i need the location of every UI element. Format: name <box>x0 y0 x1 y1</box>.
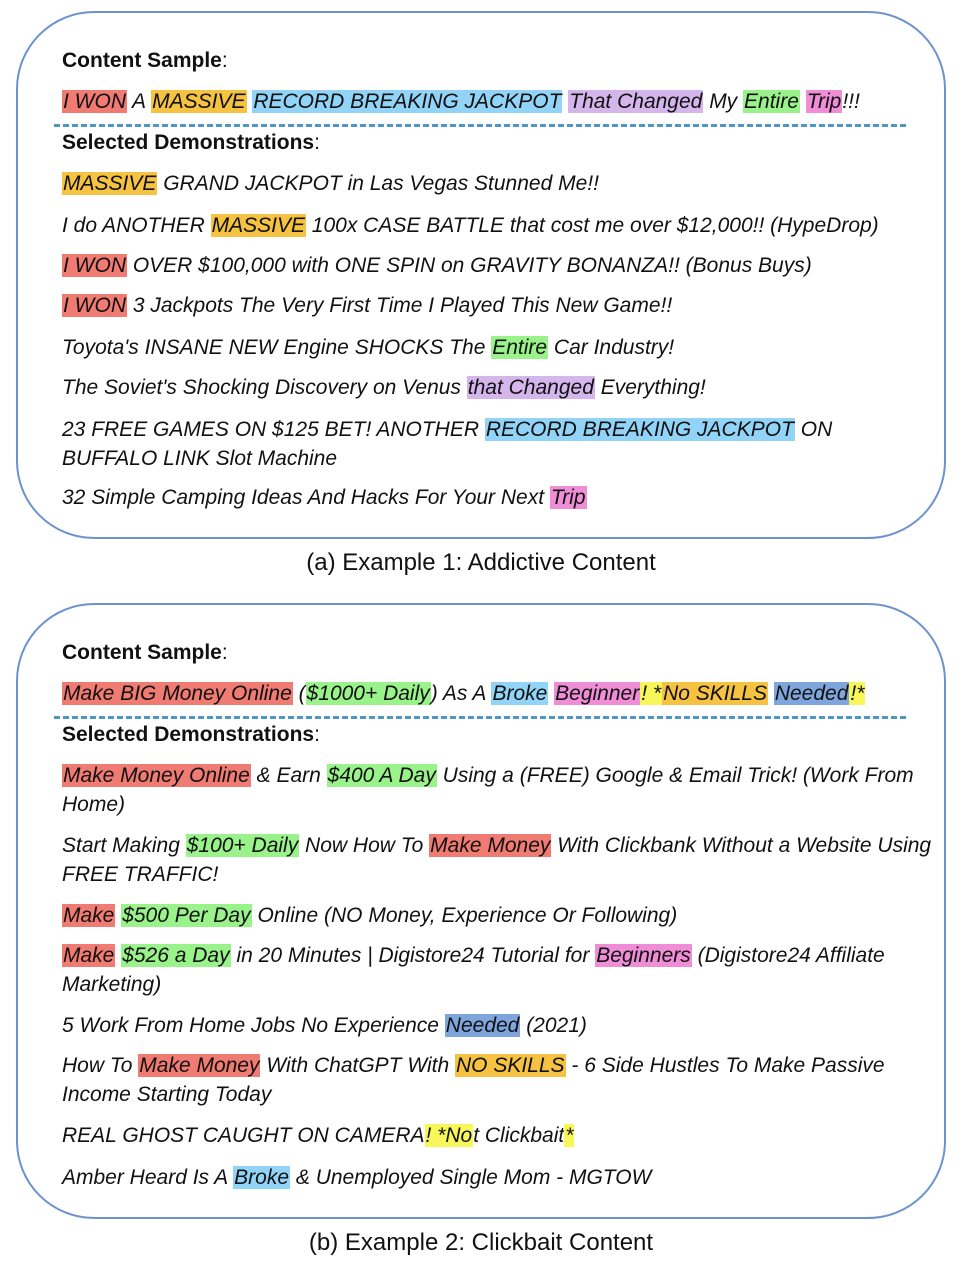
highlight-green: $500 Per Day <box>122 904 251 927</box>
text-segment: A <box>127 90 152 113</box>
highlight-yellow: ! *No <box>425 1124 473 1147</box>
highlight-yellow: !* <box>850 682 865 705</box>
text-segment: Using a (FREE) Google & Email Trick! (Work From Home) <box>62 764 914 816</box>
highlight-blue: Broke <box>234 1166 290 1189</box>
highlight-green: Entire <box>744 90 799 113</box>
example-1-demo-4 <box>62 291 932 320</box>
text-segment: t Clickbait <box>473 1124 565 1147</box>
example-2-sample-text <box>62 679 932 708</box>
highlight-green: $100+ Daily <box>186 834 299 857</box>
text-segment: Start Making <box>62 834 186 857</box>
highlight-pink: Beginner <box>555 682 640 705</box>
text-segment: With Clickbank Without a Website Using FREE TRAFFIC! <box>62 834 932 886</box>
text-segment <box>768 682 774 705</box>
example-2-caption: (b) Example 2: Clickbait Content <box>308 1229 654 1256</box>
highlight-orange: NO SKILLS <box>455 1054 565 1077</box>
highlight-pink: Beginners <box>596 944 691 967</box>
example-1-caption: (a) Example 1: Addictive Content <box>306 549 656 576</box>
highlight-red: Make BIG Money Online <box>63 682 292 705</box>
highlight-red: Make Money Online <box>63 764 250 787</box>
highlight-blue: RECORD BREAKING JACKPOT <box>485 418 794 441</box>
example-1-demo-5 <box>62 333 932 362</box>
text-segment: REAL GHOST CAUGHT ON CAMERA <box>62 1124 425 1147</box>
highlight-orange: No SKILLS <box>663 682 767 705</box>
text-segment: (Digistore24 Affiliate Marketing) <box>62 944 885 996</box>
highlight-yellow: * <box>565 1124 574 1147</box>
highlight-blue: RECORD BREAKING JACKPOT <box>253 90 562 113</box>
highlight-red: I WON <box>63 90 126 113</box>
highlight-pink: Trip <box>550 486 586 509</box>
example-1-demo-6 <box>62 373 932 402</box>
text-segment: - 6 Side Hustles To Make Passive Income Starting Today <box>62 1054 885 1106</box>
example-2-sample-heading: Content Sample: <box>62 641 228 664</box>
text-segment: Amber Heard Is A <box>62 1166 234 1189</box>
text-segment: ) As A <box>430 682 492 705</box>
highlight-green: $526 a Day <box>122 944 230 967</box>
text-segment: & Unemployed Single Mom - MGTOW <box>290 1166 652 1189</box>
text-segment: GRAND JACKPOT in Las Vegas Stunned Me!! <box>157 172 599 195</box>
text-segment: & Earn <box>250 764 327 787</box>
text-segment: in 20 Minutes | Digistore24 Tutorial for <box>230 944 596 967</box>
highlight-red: Make Money <box>430 834 551 857</box>
text-segment: ( <box>292 682 306 705</box>
example-1-demo-7 <box>62 415 932 473</box>
highlight-red: I WON <box>63 254 126 277</box>
highlight-orange: MASSIVE <box>63 172 157 195</box>
highlight-pink: Trip <box>806 90 842 113</box>
highlight-darkblue: Needed <box>774 682 849 705</box>
highlight-green: $1000+ Daily <box>306 682 430 705</box>
text-segment: Online (NO Money, Experience Or Following) <box>251 904 678 927</box>
example-2-demo-2 <box>62 831 932 889</box>
example-1-divider <box>54 124 906 127</box>
example-2-demo-5 <box>62 1011 932 1040</box>
text-segment: OVER $100,000 with ONE SPIN on GRAVITY BONANZA!! (Bonus Buys) <box>127 254 812 277</box>
text-segment: !!! <box>842 90 860 113</box>
text-segment: (2021) <box>520 1014 587 1037</box>
highlight-red: Make Money <box>139 1054 260 1077</box>
text-segment: Toyota's INSANE NEW Engine SHOCKS The <box>62 336 492 359</box>
text-segment: 23 FREE GAMES ON $125 BET! ANOTHER <box>62 418 485 441</box>
text-segment: With ChatGPT With <box>260 1054 455 1077</box>
text-segment: 3 Jackpots The Very First Time I Played This New Game!! <box>127 294 673 317</box>
example-1-demos-heading: Selected Demonstrations: <box>62 131 320 154</box>
text-segment: 5 Work From Home Jobs No Experience <box>62 1014 445 1037</box>
highlight-purple: that Changed <box>467 376 594 399</box>
highlight-red: Make <box>63 904 115 927</box>
example-2-demo-7 <box>62 1121 932 1150</box>
highlight-red: I WON <box>63 294 126 317</box>
highlight-green: $400 A Day <box>327 764 436 787</box>
text-segment: 32 Simple Camping Ideas And Hacks For Your Next <box>62 486 550 509</box>
highlight-yellow: ! * <box>641 682 662 705</box>
text-segment: Everything! <box>594 376 706 399</box>
example-2-demo-8 <box>62 1163 932 1192</box>
text-segment: Car Industry! <box>548 336 675 359</box>
example-1-demo-8 <box>62 483 932 512</box>
example-1-demo-1 <box>62 169 932 198</box>
text-segment: ON BUFFALO LINK Slot Machine <box>62 418 833 470</box>
example-1-sample-heading: Content Sample: <box>62 49 228 72</box>
text-segment: Now How To <box>299 834 430 857</box>
example-1-demo-3 <box>62 251 932 280</box>
example-2-demo-6 <box>62 1051 932 1109</box>
text-segment: 100x CASE BATTLE that cost me over $12,000!! (HypeDrop) <box>305 214 879 237</box>
text-segment: My <box>703 90 744 113</box>
highlight-orange: MASSIVE <box>152 90 246 113</box>
example-2-demo-1 <box>62 761 932 819</box>
text-segment: I do ANOTHER <box>62 214 211 237</box>
text-segment <box>800 90 806 113</box>
highlight-blue: Broke <box>492 682 548 705</box>
highlight-green: Entire <box>492 336 548 359</box>
highlight-purple: That Changed <box>569 90 703 113</box>
example-1-demo-2 <box>62 211 932 240</box>
example-2-demo-3 <box>62 901 932 930</box>
highlight-red: Make <box>63 944 115 967</box>
text-segment: How To <box>62 1054 139 1077</box>
example-2-divider <box>54 716 906 719</box>
example-1-sample-text <box>62 87 932 116</box>
example-2-demo-4 <box>62 941 932 999</box>
highlight-orange: MASSIVE <box>211 214 305 237</box>
text-segment: The Soviet's Shocking Discovery on Venus <box>62 376 467 399</box>
example-2-demos-heading: Selected Demonstrations: <box>62 723 320 746</box>
highlight-darkblue: Needed <box>445 1014 520 1037</box>
